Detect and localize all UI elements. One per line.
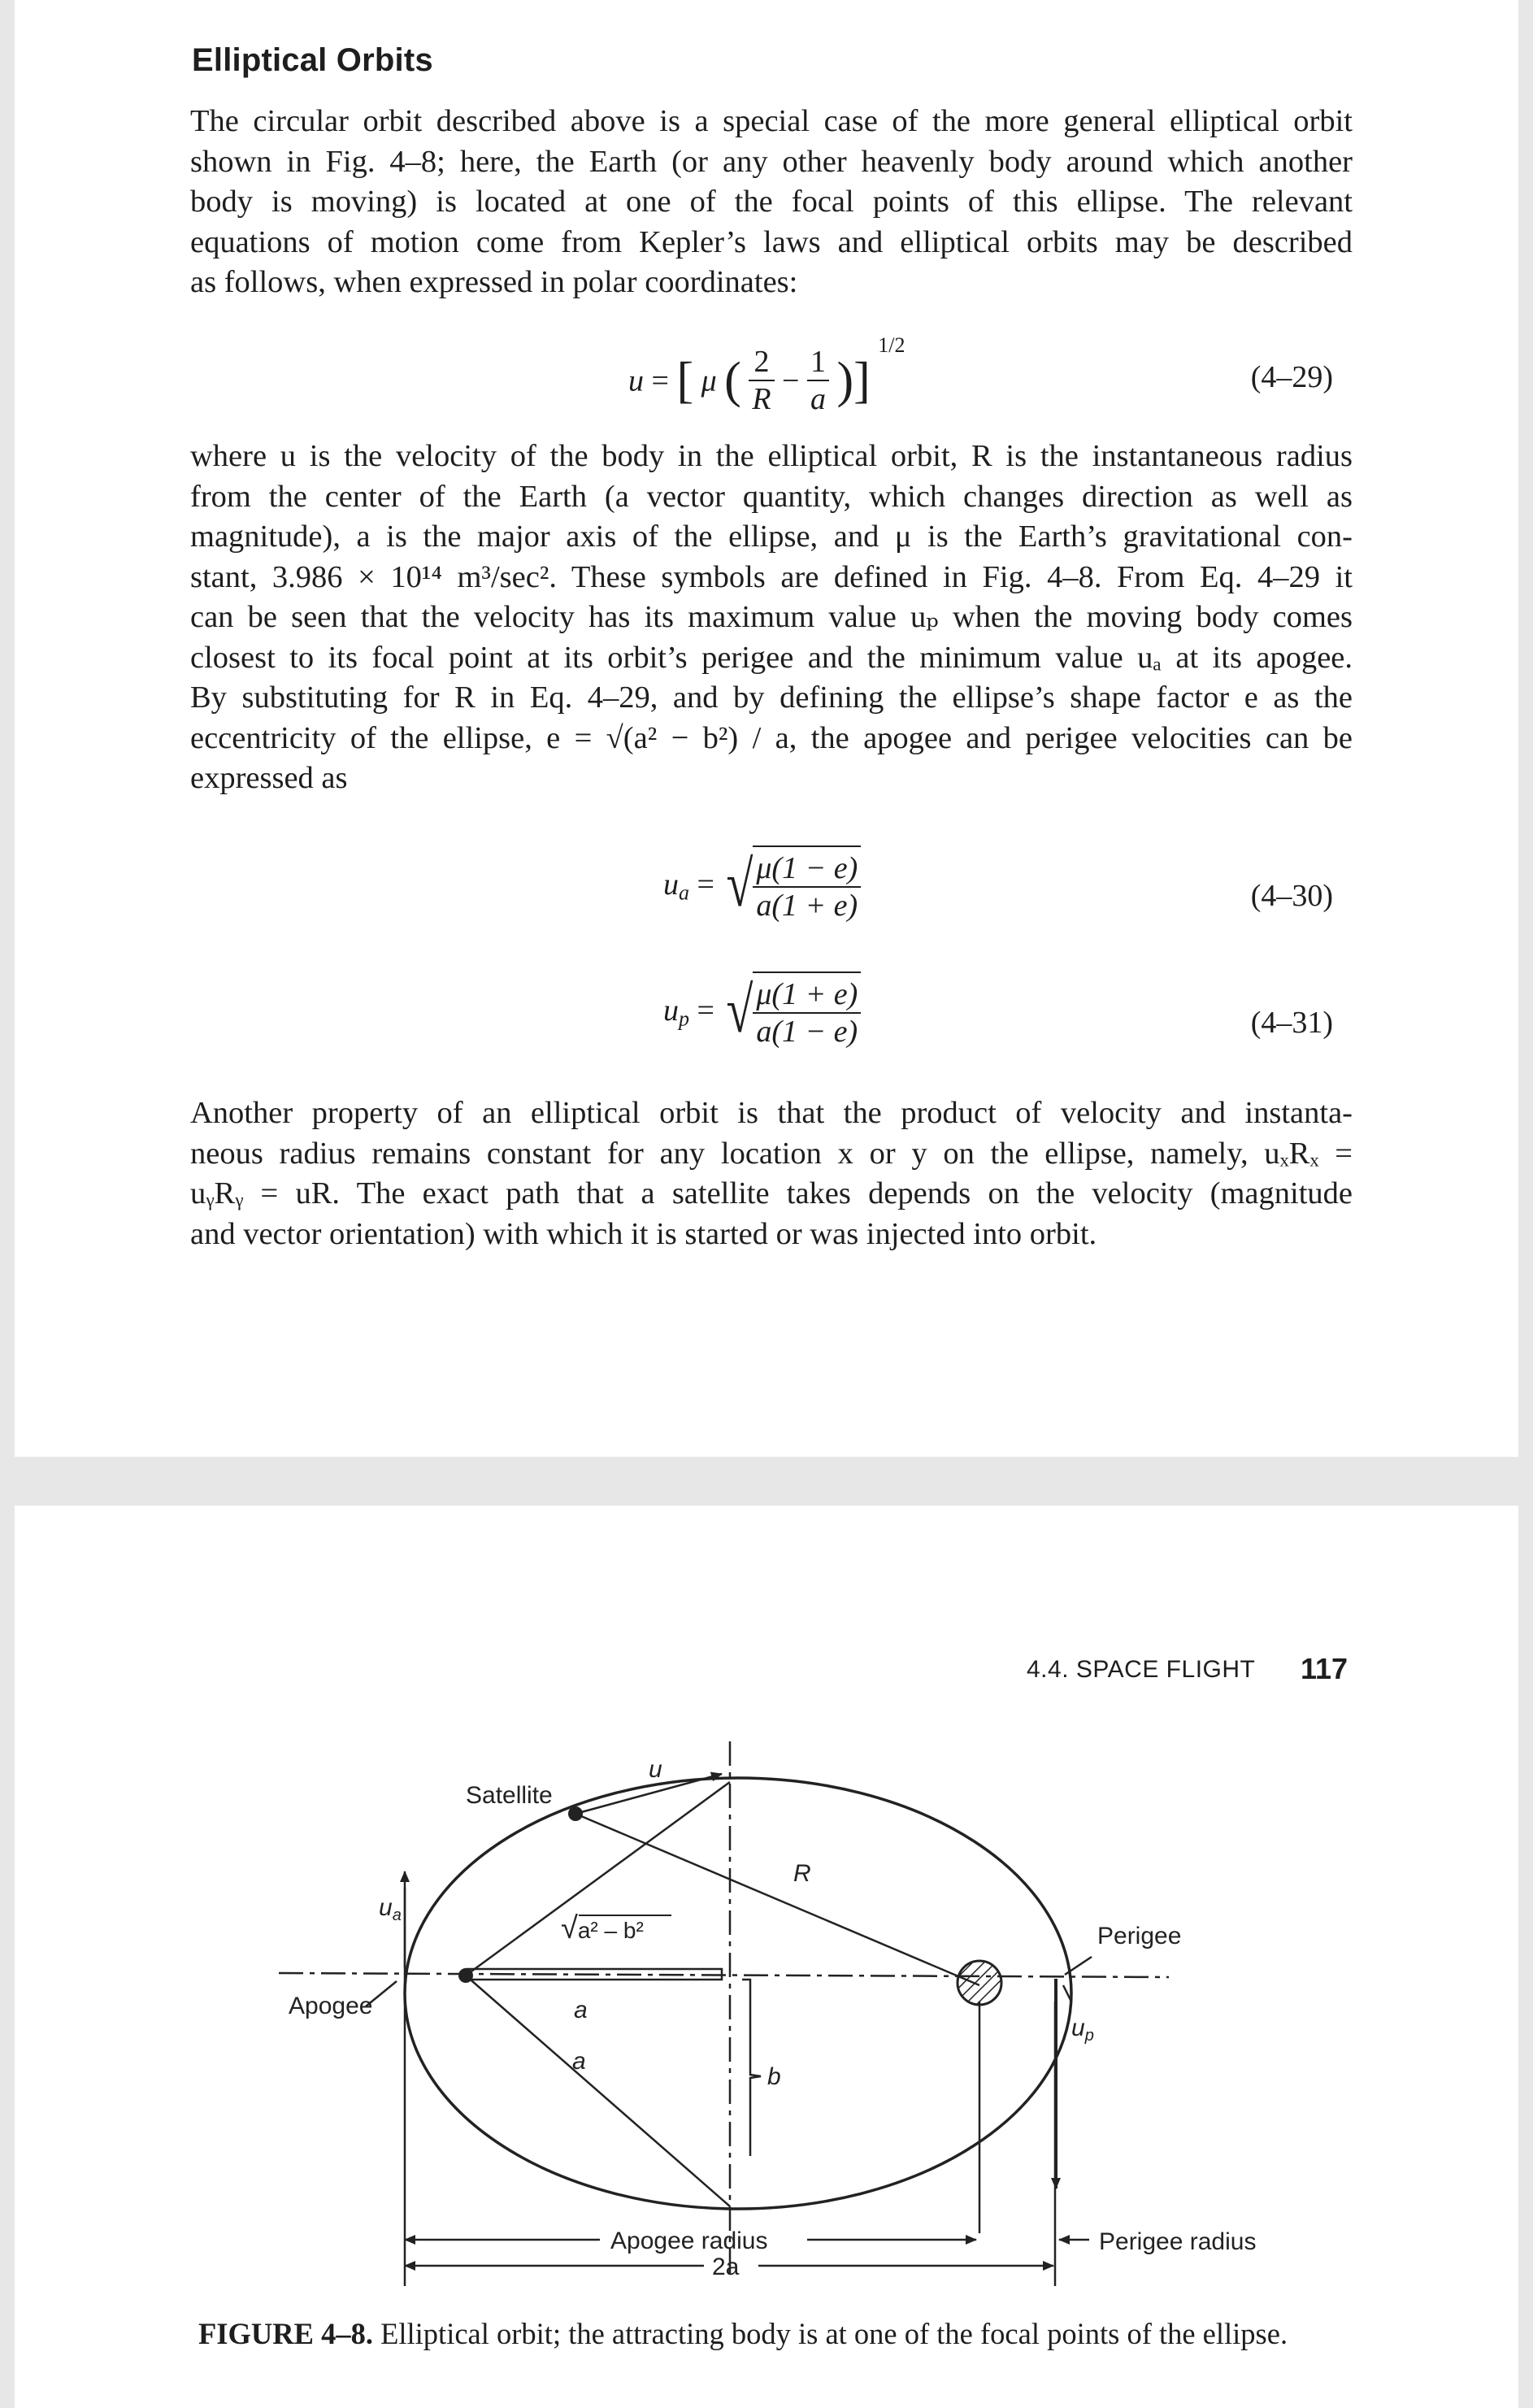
- figure-caption: [198, 2316, 1288, 2351]
- text-line: closest to its focal point at its orbit’s perigee and the minimum value uₐ at its apogee.: [190, 640, 1353, 675]
- text-line: neous radius remains constant for any location x or y on the ellipse, namely, uₓRₓ =: [190, 1136, 1353, 1171]
- equation-number: (4–29): [1250, 360, 1333, 394]
- text-line: can be seen that the velocity has its maximum value uₚ when the moving body comes: [190, 600, 1353, 634]
- page-top: [15, 0, 1518, 1457]
- text-line: The circular orbit described above is a special case of the more general elliptical orbit: [190, 104, 1353, 138]
- earth-body: [958, 1961, 1001, 2005]
- label-perigee-radius: Perigee radius: [1099, 2228, 1257, 2255]
- label-apogee: Apogee: [289, 1993, 373, 2019]
- paragraph-property: [190, 1093, 1353, 1254]
- page-bottom: [15, 1506, 1518, 2408]
- paragraph-definitions: [190, 437, 1353, 799]
- text-line: as follows, when expressed in polar coordinates:: [190, 265, 798, 299]
- text-line: body is moving) is located at one of the focal points of this ellipse. The relevant: [190, 185, 1353, 219]
- equation-number: (4–30): [1250, 879, 1333, 913]
- label-b: b: [767, 2063, 781, 2090]
- label-a-upper: a: [574, 1997, 588, 2023]
- caption-label: FIGURE 4–8.: [198, 2317, 373, 2350]
- label-a-lower: a: [572, 2048, 586, 2075]
- label-ua: $u_a$: [379, 1894, 402, 1924]
- text-line: eccentricity of the ellipse, e = √(a² − b²) / a, the apogee and perigee velocities can be: [190, 720, 1353, 755]
- label-u: u: [649, 1756, 662, 1783]
- text-line: from the center of the Earth (a vector quantity, which changes direction as well as: [190, 479, 1353, 514]
- orbit-figure: [15, 1506, 1518, 2286]
- text-line: magnitude), a is the major axis of the ellipse, and μ is the Earth’s gravitational con-: [190, 519, 1353, 554]
- major-axis: [279, 1973, 1169, 1977]
- text-line: expressed as: [190, 761, 348, 795]
- text-line: equations of motion come from Kepler’s laws and elliptical orbits may be described: [190, 224, 1353, 259]
- label-perigee: Perigee: [1097, 1923, 1182, 1949]
- label-R: R: [793, 1860, 811, 1887]
- text-line: stant, 3.986 × 10¹⁴ m³/sec². These symbols are defined in Fig. 4–8. From Eq. 4–29 it: [190, 559, 1353, 594]
- satellite-dot: [568, 1806, 583, 1821]
- equation-4-31: $u_p$ = √ $\frac{\mu(1 + e)}{a(1 - e)}$: [663, 971, 861, 1050]
- label-satellite: Satellite: [466, 1782, 553, 1809]
- label-apogee-radius: Apogee radius: [610, 2228, 768, 2254]
- text-line: Another property of an elliptical orbit is that the product of velocity and instanta-: [190, 1096, 1353, 1130]
- text-line: where u is the velocity of the body in the elliptical orbit, R is the instantaneous radius: [190, 439, 1353, 473]
- page-number: 117: [1301, 1652, 1348, 1685]
- text-line: uᵧRᵧ = uR. The exact path that a satellite takes depends on the velocity (magnitude: [190, 1176, 1353, 1211]
- text-line: By substituting for R in Eq. 4–29, and by defining the ellipse’s shape factor e as the: [190, 680, 1353, 715]
- radius-line: [575, 1814, 979, 1985]
- focus-dot: [458, 1968, 473, 1983]
- text-line: shown in Fig. 4–8; here, the Earth (or any other heavenly body around which another: [190, 144, 1353, 179]
- label-up: $u_p$: [1071, 2015, 1094, 2045]
- section-heading: Elliptical Orbits: [192, 42, 433, 78]
- label-sqrt-term: √a² – b²: [561, 1911, 644, 1945]
- running-head: 4.4. SPACE FLIGHT: [1027, 1656, 1256, 1683]
- equation-number: (4–31): [1250, 1006, 1333, 1040]
- label-2a: 2a: [712, 2254, 740, 2280]
- equation-4-29: u = [ μ ( $\frac{2}{R}$ − $\frac{1}{a}$ )] $^{1/2}$: [628, 333, 905, 417]
- caption-text: Elliptical orbit; the attracting body is at one of the focal points of the ellipse.: [380, 2317, 1288, 2350]
- equation-4-30: $u_a$ = √ $\frac{\mu(1 - e)}{a(1 + e)}$: [663, 845, 861, 924]
- text-line: and vector orientation) with which it is started or was injected into orbit.: [190, 1216, 1097, 1251]
- a-line-upper: [466, 1782, 730, 1976]
- paragraph-intro: [190, 102, 1353, 303]
- a-line-lower: [466, 1976, 730, 2206]
